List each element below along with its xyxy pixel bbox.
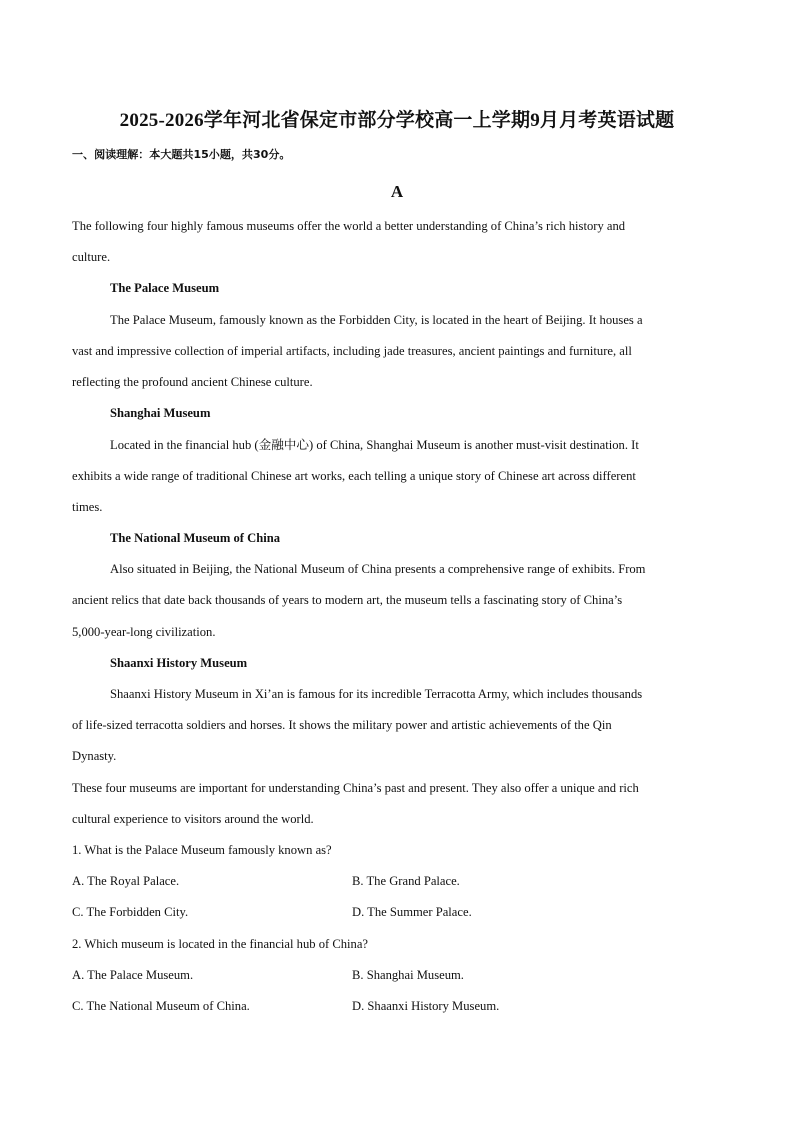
option-a: A. The Royal Palace. — [72, 874, 180, 888]
option-d: D. Shaanxi History Museum. — [352, 999, 500, 1013]
paragraph-line: exhibits a wide range of traditional Chinese art works, each telling a unique story of Chinese art across different — [72, 469, 636, 483]
option-b: B. Shanghai Museum. — [352, 968, 464, 982]
conclusion-line: These four museums are important for understanding China’s past and present. They also offer a unique and rich — [72, 781, 639, 795]
option-c: C. The Forbidden City. — [72, 905, 189, 919]
intro-line: The following four highly famous museums offer the world a better understanding of China’s rich history and — [72, 219, 626, 233]
museum-heading: The Palace Museum — [110, 281, 220, 295]
part-label: A — [390, 182, 404, 201]
paragraph-line: Located in the financial hub (金融中心) of China, Shanghai Museum is another must-visit destination. It — [110, 438, 639, 452]
option-c: C. The National Museum of China. — [72, 999, 250, 1013]
question-number: 1. — [72, 843, 82, 857]
paragraph-line: times. — [72, 500, 103, 514]
paragraph-line: The Palace Museum, famously known as the Forbidden City, is located in the heart of Beijing. It houses a — [110, 313, 643, 327]
conclusion-line: cultural experience to visitors around the world. — [72, 812, 314, 826]
paragraph-line: vast and impressive collection of imperial artifacts, including jade treasures, ancient paintings and furniture, all — [72, 344, 632, 358]
question-text: What is the Palace Museum famously known as? — [84, 843, 332, 857]
paragraph-line: Shaanxi History Museum in Xi’an is famous for its incredible Terracotta Army, which includes thousands — [110, 687, 643, 701]
option-d: D. The Summer Palace. — [352, 905, 472, 919]
paragraph-line: 5,000-year-long civilization. — [72, 625, 216, 639]
intro-line: culture. — [72, 250, 111, 264]
question-2 — [72, 936, 368, 952]
museum-heading: Shaanxi History Museum — [110, 656, 248, 670]
museum-heading: Shanghai Museum — [110, 406, 211, 420]
question-1 — [72, 842, 332, 858]
option-b: B. The Grand Palace. — [352, 874, 460, 888]
paragraph-line: Dynasty. — [72, 749, 117, 763]
option-a: A. The Palace Museum. — [72, 968, 194, 982]
section-heading: 一、阅读理解：本大题共15小题，共30分。 — [72, 147, 291, 161]
paragraph-line: ancient relics that date back thousands of years to modern art, the museum tells a fascinating story of China’s — [72, 593, 623, 607]
question-number: 2. — [72, 937, 82, 951]
paragraph-line: reflecting the profound ancient Chinese culture. — [72, 375, 313, 389]
paragraph-line: of life-sized terracotta soldiers and horses. It shows the military power and artistic achievements of the Qin — [72, 718, 612, 732]
paragraph-line: Also situated in Beijing, the National Museum of China presents a comprehensive range of exhibits. From — [110, 562, 646, 576]
museum-heading: The National Museum of China — [110, 531, 281, 545]
document-title: 2025-2026学年河北省保定市部分学校高一上学期9月月考英语试题 — [119, 110, 675, 131]
question-text: Which museum is located in the financial hub of China? — [84, 937, 369, 951]
